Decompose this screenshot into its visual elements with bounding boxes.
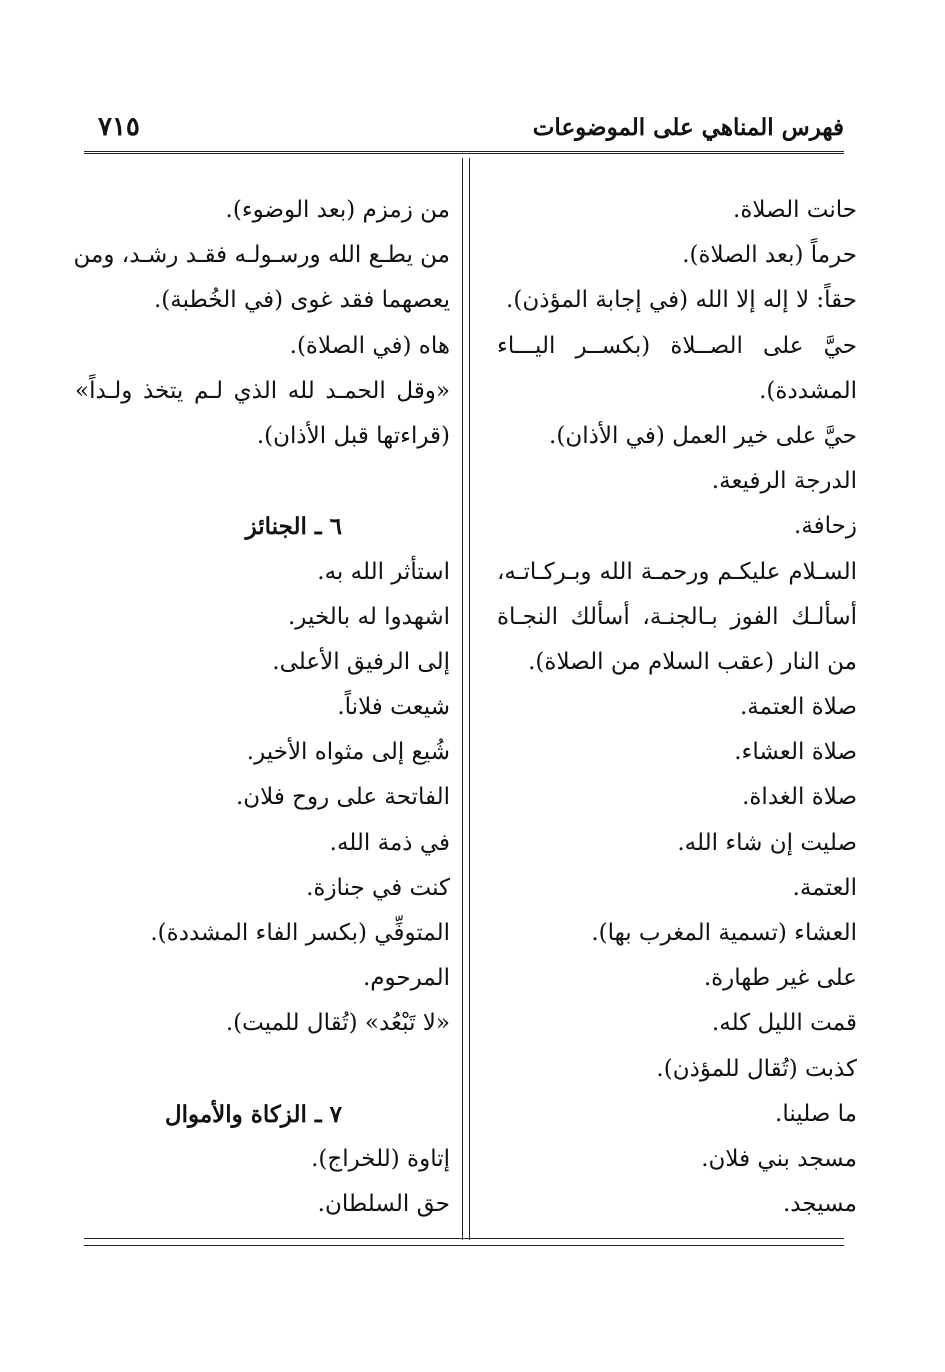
entry-line: الدرجة الرفيعة. <box>711 468 857 495</box>
column-divider <box>462 158 470 1240</box>
entry-line: من يطـع الله ورسـولـه فقـد رشـد، ومن <box>73 242 450 269</box>
entry-line: إلى الرفيق الأعلى. <box>272 648 450 675</box>
left-column <box>75 188 450 1227</box>
entry-line: شُيع إلى مثواه الأخير. <box>246 739 450 766</box>
section-heading-funerals: ٦ ـ الجنائز <box>245 513 342 541</box>
entry-line: أسألـك الفوز بـالجنـة، أسألك النجـاة <box>497 603 857 630</box>
entry-line: المرحوم. <box>362 965 450 992</box>
entry-line: استأثر الله به. <box>317 558 450 585</box>
entry-line: حيَّ على الصــلاة (بكســر اليـــاء <box>497 332 857 359</box>
entry-line: في ذمة الله. <box>329 829 450 856</box>
entry-line: حانت الصلاة. <box>733 197 857 223</box>
entry-line: يعصهما فقد غوى (في الخُطبة). <box>153 287 450 314</box>
entry-line: صلاة العشاء. <box>734 739 857 766</box>
footer-rule <box>84 1238 844 1246</box>
entry-line: اشهدوا له بالخير. <box>288 603 450 630</box>
entry-line: الفاتحة على روح فلان. <box>235 784 450 811</box>
entry-line: مسجد بني فلان. <box>701 1145 857 1172</box>
entry-line: صليت إن شاء الله. <box>677 829 857 856</box>
entry-line: صلاة العتمة. <box>740 694 857 721</box>
entry-line: إتاوة (للخراج). <box>311 1145 450 1172</box>
page-number: ٧١٥ <box>98 112 140 142</box>
entry-line: المشددة). <box>759 377 857 404</box>
entry-line: حرماً (بعد الصلاة). <box>682 242 857 269</box>
entry-line: شيعت فلاناً. <box>337 694 450 721</box>
section-heading-zakat: ٧ ـ الزكاة والأموال <box>164 1100 342 1128</box>
entry-line: على غير طهارة. <box>703 965 857 992</box>
entry-line: ما صلينا. <box>775 1100 857 1127</box>
entry-line: المتوفِّي (بكسر الفاء المشددة). <box>150 920 450 946</box>
entry-line: صلاة الغداة. <box>742 784 857 811</box>
entry-line: «وقل الحمـد لله الذي لـم يتخذ ولـداً» <box>75 377 450 404</box>
entry-line: كنت في جنازة. <box>306 874 450 901</box>
entry-line: قمت الليل كله. <box>711 1010 857 1037</box>
page-header <box>84 108 844 154</box>
entry-line: من النار (عقب السلام من الصلاة). <box>528 648 857 675</box>
entry-line: (قراءتها قبل الأذان). <box>256 422 450 449</box>
entry-line: كذبت (تُقال للمؤذن). <box>656 1055 857 1082</box>
entry-line: مسيجد. <box>782 1191 857 1218</box>
section-gap <box>75 1047 450 1092</box>
entry-line: زحافة. <box>794 513 857 540</box>
entry-line: «لا تَبْعُد» (تُقال للميت). <box>225 1010 450 1037</box>
header-rule <box>84 151 844 154</box>
right-column <box>497 188 857 1227</box>
running-title: فهرس المناهي على الموضوعات <box>532 114 844 141</box>
entry-line: السـلام عليكـم ورحمـة الله وبـركـاتـه، <box>497 558 857 585</box>
entry-line: حيَّ على خير العمل (في الأذان). <box>549 422 857 449</box>
entry-line: العتمة. <box>792 874 857 901</box>
entry-line: العشاء (تسمية المغرب بها). <box>591 920 857 946</box>
entry-line: حقاً: لا إله إلا الله (في إجابة المؤذن). <box>506 287 857 314</box>
entry-line: من زمزم (بعد الوضوء). <box>225 197 450 223</box>
section-gap <box>75 459 450 504</box>
entry-line: حق السلطان. <box>317 1191 450 1218</box>
entry-line: هاه (في الصلاة). <box>289 332 450 359</box>
